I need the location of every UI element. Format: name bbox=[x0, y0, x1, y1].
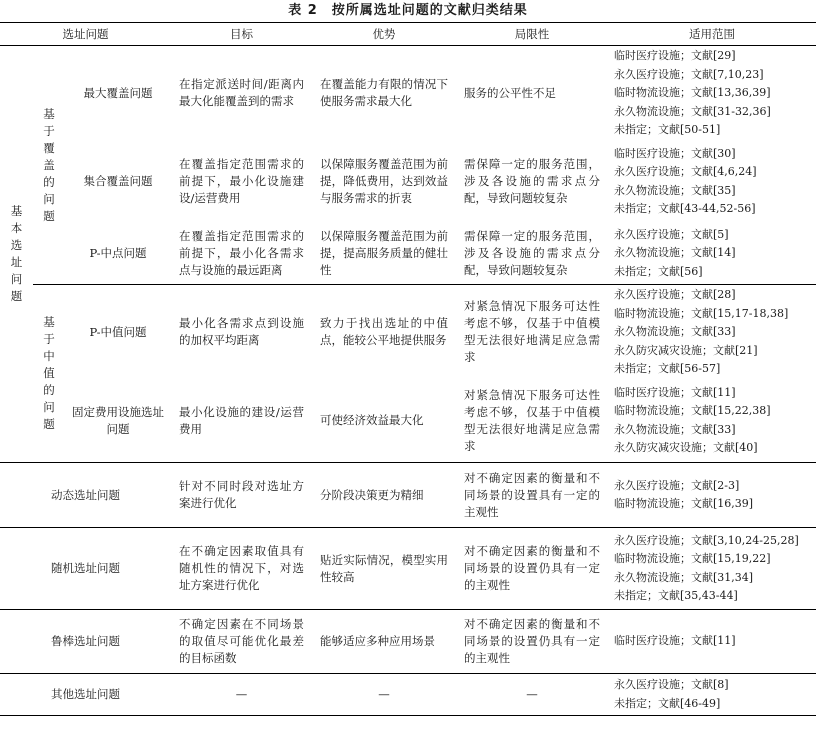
header-scope: 适用范围 bbox=[608, 23, 816, 46]
scope-line: 未指定；文献[46-49] bbox=[614, 696, 721, 710]
table-row bbox=[0, 285, 816, 380]
scope-line: 临时物流设施；文献[13,36,39] bbox=[614, 86, 771, 99]
goal-cell: 最小化各需求点到设施的加权平均距离 bbox=[171, 285, 312, 380]
table-row bbox=[0, 674, 816, 716]
goal-cell: 在覆盖指定范围需求的前提下，最小化各需求点与设施的最远距离 bbox=[179, 228, 304, 277]
scope-line: 临时物流设施；文献[15,19,22] bbox=[614, 552, 771, 565]
scope-line: 永久物流设施；文献[31,34] bbox=[614, 570, 754, 584]
scope-line: 永久防灾减灾设施；文献[21] bbox=[614, 343, 758, 357]
header-problem: 选址问题 bbox=[0, 23, 171, 46]
scope-line: 临时物流设施；文献[15,22,38] bbox=[614, 404, 771, 418]
goal-cell: 在不确定因素取值具有随机性的情况下，对选址方案进行优化 bbox=[171, 528, 312, 610]
header-row bbox=[0, 23, 816, 46]
scope-line: 临时医疗设施；文献[11] bbox=[614, 634, 736, 648]
scope-line: 永久医疗设施；文献[4,6,24] bbox=[614, 165, 757, 178]
header-advantage: 优势 bbox=[312, 23, 456, 46]
advantage-cell: — bbox=[312, 674, 456, 716]
coverage-group-label: 基于覆盖的问题 bbox=[43, 106, 55, 223]
scope-line: 永久医疗设施；文献[5] bbox=[614, 227, 729, 241]
scope-cell bbox=[608, 141, 816, 223]
problem-name: 其他选址问题 bbox=[0, 674, 171, 716]
scope-line: 永久物流设施；文献[14] bbox=[614, 246, 736, 259]
goal-cell: — bbox=[171, 674, 312, 716]
advantage-cell: 能够适应多种应用场景 bbox=[312, 610, 456, 674]
table-row bbox=[0, 610, 816, 674]
scope-line: 临时医疗设施；文献[11] bbox=[614, 385, 736, 399]
scope-line: 永久医疗设施；文献[28] bbox=[614, 288, 736, 301]
problem-name: 最大覆盖问题 bbox=[83, 85, 153, 100]
scope-line: 临时医疗设施；文献[30] bbox=[614, 146, 736, 160]
scope-cell bbox=[608, 46, 816, 141]
advantage-cell: 以保障服务覆盖范围为前提，降低费用，达到效益与服务需求的折衷 bbox=[320, 157, 448, 205]
scope-line: 永久物流设施；文献[35] bbox=[614, 183, 736, 197]
scope-line: 未指定；文献[50-51] bbox=[614, 123, 721, 136]
scope-line: 永久医疗设施；文献[3,10,24-25,28] bbox=[614, 533, 799, 547]
scope-cell bbox=[608, 223, 816, 285]
problem-name: 固定费用设施选址问题 bbox=[72, 404, 164, 436]
table-row bbox=[0, 528, 816, 610]
scope-line: 未指定；文献[56] bbox=[614, 264, 703, 278]
literature-classification-table bbox=[0, 22, 816, 716]
goal-cell: 在覆盖指定范围需求的前提下，最小化设施建设/运营费用 bbox=[179, 157, 304, 205]
limitation-cell: 对紧急情况下服务可达性考虑不够，仅基于中值模型无法很好地满足应急需求 bbox=[464, 387, 600, 453]
header-limitation: 局限性 bbox=[456, 23, 608, 46]
table-row bbox=[0, 46, 816, 141]
scope-line: 永久医疗设施；文献[7,10,23] bbox=[614, 67, 764, 81]
scope-cell bbox=[608, 674, 816, 716]
table-row bbox=[0, 463, 816, 528]
scope-line: 永久防灾减灾设施；文献[40] bbox=[614, 441, 758, 455]
scope-line: 临时物流设施；文献[15,17-18,38] bbox=[614, 306, 789, 320]
problem-name: 随机选址问题 bbox=[0, 528, 171, 610]
scope-line: 永久物流设施；文献[33] bbox=[614, 422, 736, 436]
scope-line: 永久医疗设施；文献[2-3] bbox=[614, 478, 740, 492]
scope-line: 未指定；文献[56-57] bbox=[614, 362, 721, 375]
scope-cell bbox=[608, 285, 816, 380]
scope-cell bbox=[608, 463, 816, 528]
problem-name: P-中值问题 bbox=[65, 285, 171, 380]
table-row bbox=[0, 380, 816, 463]
table-row bbox=[0, 141, 816, 223]
limitation-cell: — bbox=[456, 674, 608, 716]
goal-cell: 不确定因素在不同场景的取值尽可能优化最差的目标函数 bbox=[171, 610, 312, 674]
limitation-cell: 对不确定因素的衡量和不同场景的设置仍具有一定的主观性 bbox=[456, 528, 608, 610]
scope-line: 未指定；文献[35,43-44] bbox=[614, 589, 738, 602]
scope-line: 永久物流设施；文献[33] bbox=[614, 325, 736, 338]
problem-name: 集合覆盖问题 bbox=[83, 174, 153, 188]
limitation-cell: 服务的公平性不足 bbox=[464, 85, 556, 100]
median-group-label: 基于中值的问题 bbox=[33, 285, 65, 463]
goal-cell: 针对不同时段对选址方案进行优化 bbox=[171, 463, 312, 528]
problem-name: 鲁棒选址问题 bbox=[0, 610, 171, 674]
scope-line: 永久物流设施；文献[31-32,36] bbox=[614, 104, 771, 118]
table-row bbox=[0, 223, 816, 285]
limitation-cell: 需保障一定的服务范围，涉及各设施的需求点分配，导致问题较复杂 bbox=[464, 157, 600, 205]
advantage-cell: 以保障服务覆盖范围为前提，提高服务质量的健壮性 bbox=[320, 228, 448, 277]
limitation-cell: 对不确定因素的衡量和不同场景的设置具有一定的主观性 bbox=[456, 463, 608, 528]
scope-cell bbox=[608, 610, 816, 674]
limitation-cell: 对紧急情况下服务可达性考虑不够，仅基于中值模型无法很好地满足应急需求 bbox=[456, 285, 608, 380]
scope-line: 永久医疗设施；文献[8] bbox=[614, 678, 729, 691]
goal-cell: 在指定派送时间/距离内最大化能覆盖到的需求 bbox=[179, 77, 304, 109]
scope-line: 未指定；文献[43-44,52-56] bbox=[614, 202, 756, 215]
basic-problem-group-label: 基本选址问题 bbox=[10, 204, 23, 303]
scope-cell bbox=[608, 528, 816, 610]
header-goal: 目标 bbox=[171, 23, 312, 46]
advantage-cell: 分阶段决策更为精细 bbox=[312, 463, 456, 528]
goal-cell: 最小化设施的建设/运营费用 bbox=[179, 404, 304, 436]
limitation-cell: 需保障一定的服务范围，涉及各设施的需求点分配，导致问题较复杂 bbox=[464, 228, 600, 277]
advantage-cell: 贴近实际情况，模型实用性较高 bbox=[312, 528, 456, 610]
advantage-cell: 可使经济效益最大化 bbox=[320, 413, 424, 428]
problem-name: 动态选址问题 bbox=[0, 463, 171, 528]
advantage-cell: 在覆盖能力有限的情况下使服务需求最大化 bbox=[320, 77, 448, 109]
problem-name: P-中点问题 bbox=[89, 245, 147, 260]
scope-line: 临时物流设施；文献[16,39] bbox=[614, 497, 754, 510]
table-caption: 表 2 按所属选址问题的文献归类结果 bbox=[288, 3, 528, 18]
scope-line: 临时医疗设施；文献[29] bbox=[614, 49, 736, 62]
advantage-cell: 致力于找出选址的中值点，能较公平地提供服务 bbox=[312, 285, 456, 380]
limitation-cell: 对不确定因素的衡量和不同场景的设置仍具有一定的主观性 bbox=[456, 610, 608, 674]
scope-cell bbox=[608, 380, 816, 463]
